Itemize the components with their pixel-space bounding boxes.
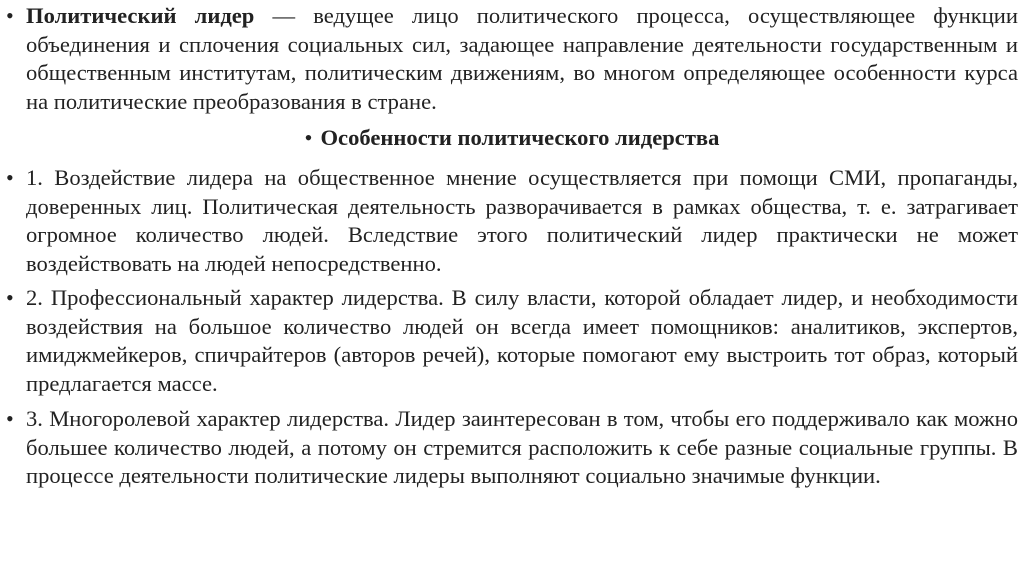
bullet: • [304, 125, 313, 150]
definition-term: Политический лидер [26, 3, 255, 28]
list-item-text: 1. Воздействие лидера на общественное мнение осуществляется при помощи СМИ, пропаганды, доверенных лиц. Политическая деятельность разворачивается в рамках общества, т. е. затрагивает огромное количество людей. Вследствие этого политический лидер практически не может воздействовать на людей непосредственно. [26, 165, 1018, 276]
definition-text: — ведущее лицо политического процесса, осуществляющее функции объединения и сплочения социальных сил, задающее направление деятельности государственным и общественным институтам, политическим движениям, во многом определяющее особенности курса на политические преобразования в стране. [26, 3, 1018, 114]
bullet: • [6, 165, 14, 190]
bullet: • [6, 3, 14, 28]
section-heading-text: Особенности политического лидерства [320, 125, 720, 150]
section-heading [0, 124, 1024, 153]
definition-paragraph [26, 2, 1018, 116]
bullet: • [6, 285, 14, 310]
list-item-text: 2. Профессиональный характер лидерства. В силу власти, которой обладает лидер, и необходимости воздействия на большое количество людей он всегда имеет помощников: аналитиков, экспертов, имиджмейкеров, спичрайтеров (авторов речей), которые помогают ему выстроить тот образ, который предлагается массе. [26, 285, 1018, 396]
bullet: • [6, 406, 14, 431]
list-item-text: 3. Многоролевой характер лидерства. Лидер заинтересован в том, чтобы его поддерживало как можно большее количество людей, а потому он стремится расположить к себе разные социальные группы. В процессе деятельности политические лидеры выполняют социально значимые функции. [26, 406, 1018, 489]
